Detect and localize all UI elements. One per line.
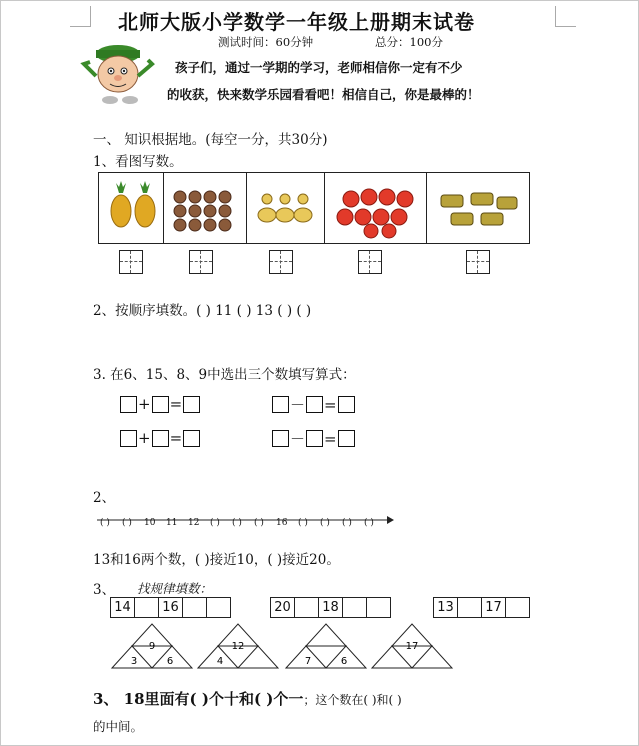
triangle-right-number: 6: [166, 656, 174, 667]
tomato-icon: [325, 173, 426, 243]
number-line-tick-label[interactable]: ( ): [100, 518, 110, 528]
triangle-top-number: 9: [148, 641, 156, 652]
blank-box[interactable]: [183, 396, 200, 413]
intro-line-2: 的收获，快来数学乐园看看吧！相信自己，你是最棒的！: [167, 87, 480, 102]
triangle-puzzle: [198, 624, 278, 668]
sequence-cell[interactable]: [457, 597, 482, 618]
sequence-cell[interactable]: [294, 597, 319, 618]
number-line-tick-label: 10: [144, 518, 156, 528]
question-3: 3. 在6、15、8、9中选出三个数填写算式：: [93, 367, 356, 383]
ducks-cell: [247, 173, 325, 243]
number-line-tick-label[interactable]: ( ): [254, 518, 264, 528]
answer-grid[interactable]: [358, 250, 382, 274]
blank-box[interactable]: [152, 430, 169, 447]
number-line-tick-label[interactable]: ( ): [364, 518, 374, 528]
triangle-top-number: 17: [405, 641, 419, 652]
question-6-label: 3、: [93, 582, 116, 598]
equation-sub-2: － =: [272, 428, 355, 449]
triangle-right-number: 6: [340, 656, 348, 667]
mascot-illustration: [80, 40, 160, 110]
total-score: 总分：100分: [375, 35, 443, 49]
blank-box[interactable]: [272, 430, 289, 447]
blank-box[interactable]: [152, 396, 169, 413]
triangle-puzzle: [286, 624, 366, 668]
sequence-cell: 14: [110, 597, 135, 618]
answer-grid[interactable]: [269, 250, 293, 274]
flower-icon: [164, 173, 246, 243]
answer-grid[interactable]: [189, 250, 213, 274]
question-4-label: 2、: [93, 490, 116, 506]
question-5: 13和16两个数，( )接近10，( )接近20。: [93, 552, 340, 568]
triangle-top-number: 12: [231, 641, 245, 652]
sequence-cell: 20: [270, 597, 295, 618]
triangle-left-number: 7: [304, 656, 312, 667]
blank-box[interactable]: [306, 430, 323, 447]
number-line-tick-label: 11: [166, 518, 178, 528]
corner-mark: [70, 6, 91, 27]
sequence-cell: 18: [318, 597, 343, 618]
pineapple-icon: [99, 173, 163, 243]
number-line-tick-label[interactable]: ( ): [298, 518, 308, 528]
flowers-cell: [164, 173, 247, 243]
question-1: 1、看图写数。: [93, 154, 183, 170]
sequence-cell[interactable]: [182, 597, 207, 618]
blank-box[interactable]: [120, 396, 137, 413]
answer-grid[interactable]: [466, 250, 490, 274]
pineapples-cell: [99, 173, 164, 243]
blank-box[interactable]: [120, 430, 137, 447]
number-line-tick-label[interactable]: ( ): [342, 518, 352, 528]
corner-mark: [555, 6, 576, 27]
sequence-cell[interactable]: [505, 597, 530, 618]
cow-icon: [427, 173, 531, 243]
number-line-tick-label[interactable]: ( ): [122, 518, 132, 528]
number-line-tick-label[interactable]: ( ): [210, 518, 220, 528]
triangle-puzzle: [112, 624, 192, 668]
blank-box[interactable]: [272, 396, 289, 413]
sequence-cell[interactable]: [342, 597, 367, 618]
sequence-1: [111, 597, 231, 618]
triangle-left-number: 3: [130, 656, 138, 667]
tomatoes-cell: [325, 173, 427, 243]
question-7-main: 3、 18里面有( )个十和( )个一: [93, 690, 304, 708]
section1-header: 一、 知识根据地。(每空一分，共30分): [93, 132, 328, 148]
equation-add-1: + =: [120, 394, 200, 413]
page-title: 北师大版小学数学一年级上册期末试卷: [118, 10, 475, 34]
blank-box[interactable]: [183, 430, 200, 447]
picture-table: [98, 172, 530, 244]
sequence-cell[interactable]: [366, 597, 391, 618]
blank-box[interactable]: [338, 396, 355, 413]
sequence-3: [434, 597, 530, 618]
sequence-cell: 16: [158, 597, 183, 618]
question-7: [93, 688, 402, 709]
sequence-cell: 13: [433, 597, 458, 618]
intro-line-1: 孩子们，通过一学期的学习，老师相信你一定有不少: [175, 60, 463, 75]
test-time: 测试时间：60分钟: [218, 35, 314, 49]
question-7-tail: ；这个数在( )和( ): [303, 693, 402, 707]
triangle-left-number: 4: [216, 656, 224, 667]
cows-cell: [427, 173, 531, 243]
number-line-tick-label: 16: [276, 518, 288, 528]
blank-box[interactable]: [338, 430, 355, 447]
sequence-cell[interactable]: [134, 597, 159, 618]
equation-add-2: + =: [120, 428, 200, 447]
equation-sub-1: － =: [272, 394, 355, 415]
duck-icon: [247, 173, 324, 243]
triangle-puzzles: [110, 622, 455, 672]
blank-box[interactable]: [306, 396, 323, 413]
sequence-cell[interactable]: [206, 597, 231, 618]
question-7-line2: 的中间。: [93, 719, 144, 734]
number-line-tick-label[interactable]: ( ): [232, 518, 242, 528]
answer-grid[interactable]: [119, 250, 143, 274]
triangle-puzzle: [372, 624, 452, 668]
question-2: 2、按顺序填数。( ) 11 ( ) 13 ( ) ( ): [93, 303, 312, 319]
sequence-cell: 17: [481, 597, 506, 618]
number-line-tick-label: 12: [188, 518, 200, 528]
number-line-tick-label[interactable]: ( ): [320, 518, 330, 528]
arrow-right-icon: [387, 516, 394, 524]
sequence-2: [271, 597, 391, 618]
question-6-title: 找规律填数：: [137, 581, 213, 596]
